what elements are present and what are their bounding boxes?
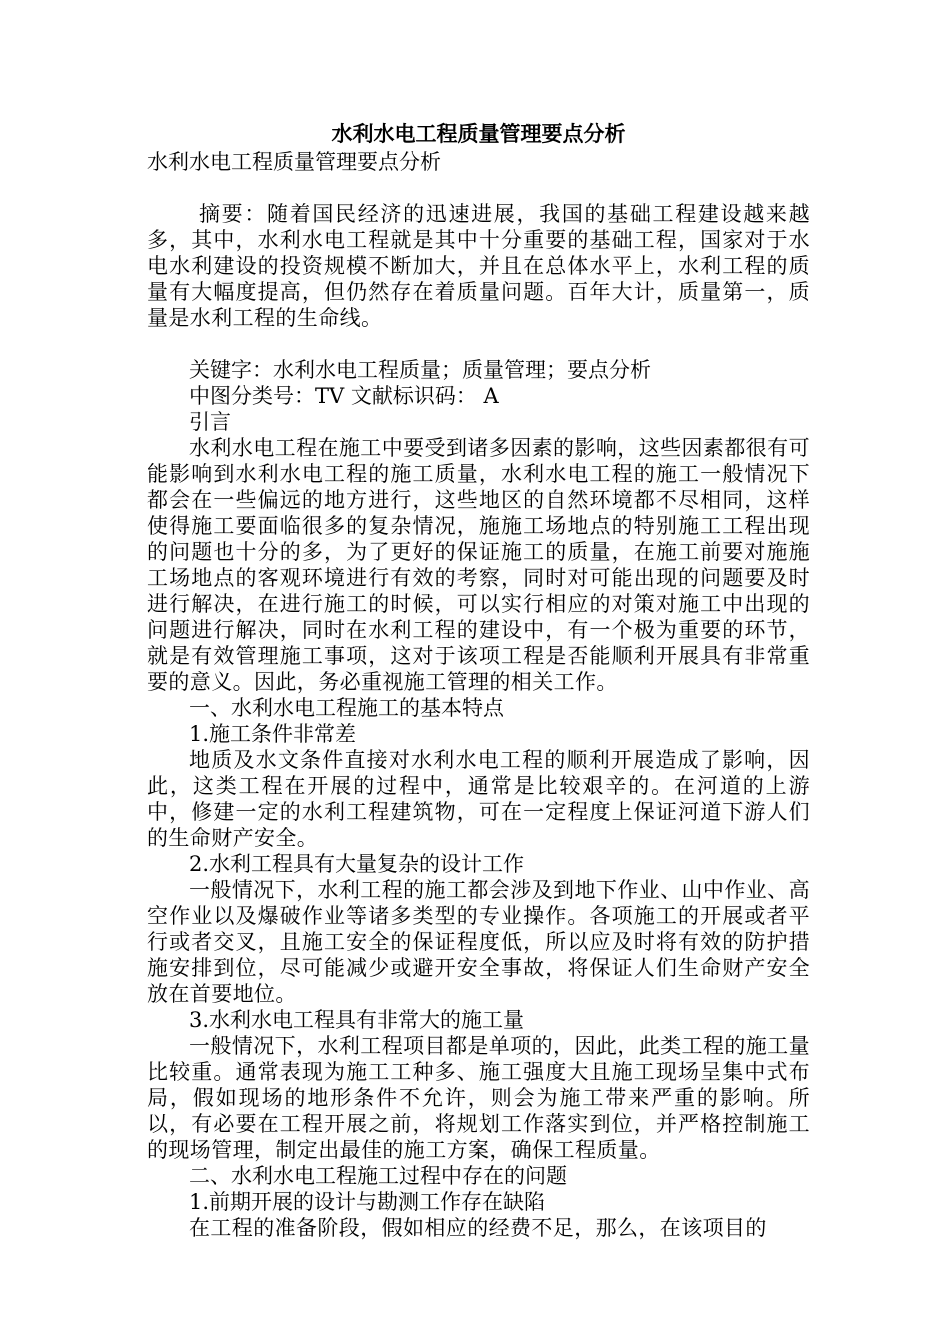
subsection-1-3-paragraph: 一般情况下，水利工程项目都是单项的，因此，此类工程的施工量比较重。通常表现为施工工种多、施工强度大且施工现场呈集中式布局，假如现场的地形条件不允许，则会为施工带来严重的影响。所以，有必要在工程开展之前，将规划工作落实到位，并严格控制施工的现场管理，制定出最佳的施工方案，确保工程质量。 — [147, 1034, 810, 1162]
keywords-line: 关键字：水利水电工程质量；质量管理；要点分析 — [189, 358, 651, 382]
document-subtitle: 水利水电工程质量管理要点分析 — [147, 150, 441, 174]
subsection-2-1-heading: 1.前期开展的设计与勘测工作存在缺陷 — [189, 1190, 546, 1214]
subsection-1-1-paragraph: 地质及水文条件直接对水利水电工程的顺利开展造成了影响，因此，这类工程在开展的过程中，通常是比较艰辛的。在河道的上游中，修建一定的水利工程建筑物，可在一定程度上保证河道下游人们的生命财产安全。 — [147, 748, 810, 850]
blank-line — [147, 331, 810, 357]
intro-heading: 引言 — [189, 410, 231, 434]
subsection-2-1-paragraph: 在工程的准备阶段，假如相应的经费不足，那么，在该项目的 — [189, 1216, 767, 1240]
blank-line — [147, 175, 810, 201]
section-2-heading: 二、水利水电工程施工过程中存在的问题 — [189, 1164, 567, 1188]
intro-paragraph: 水利水电工程在施工中要受到诸多因素的影响，这些因素都很有可能影响到水利水电工程的施工质量，水利水电工程的施工一般情况下都会在一些偏远的地方进行，这些地区的自然环境都不尽相同，这样使得施工要面临很多的复杂情况，施施工场地点的特别施工工程出现的问题也十分的多，为了更好的保证施工的质量，在施工前要对施施工场地点的客观环境进行有效的考察，同时对可能出现的问题要及时进行解决，在进行施工的时候，可以实行相应的对策对施工中出现的问题进行解决，同时在水利工程的建设中，有一个极为重要的环节，就是有效管理施工事项，这对于该项工程是否能顺利开展具有非常重要的意义。因此，务必重视施工管理的相关工作。 — [147, 436, 810, 694]
subsection-1-3-heading: 3.水利水电工程具有非常大的施工量 — [189, 1008, 525, 1032]
subsection-1-2-paragraph: 一般情况下，水利工程的施工都会涉及到地下作业、山中作业、高空作业以及爆破作业等诸多类型的专业操作。各项施工的开展或者平行或者交叉，且施工安全的保证程度低，所以应及时将有效的防护措施安排到位，尽可能减少或避开安全事故，将保证人们生命财产安全放在首要地位。 — [147, 878, 810, 1006]
subsection-1-2-heading: 2.水利工程具有大量复杂的设计工作 — [189, 852, 525, 876]
classification-line: 中图分类号：TV 文献标识码： A — [189, 384, 499, 408]
abstract-paragraph: 摘要：随着国民经济的迅速进展，我国的基础工程建设越来越多，其中，水利水电工程就是其中十分重要的基础工程，国家对于水电水利建设的投资规模不断加大，并且在总体水平上，水利工程的质量有大幅度提高，但仍然存在着质量问题。百年大计，质量第一，质量是水利工程的生命线。 — [147, 202, 810, 330]
document-title: 水利水电工程质量管理要点分析 — [331, 122, 626, 146]
subsection-1-1-heading: 1.施工条件非常差 — [189, 722, 357, 746]
section-1-heading: 一、水利水电工程施工的基本特点 — [189, 696, 504, 720]
